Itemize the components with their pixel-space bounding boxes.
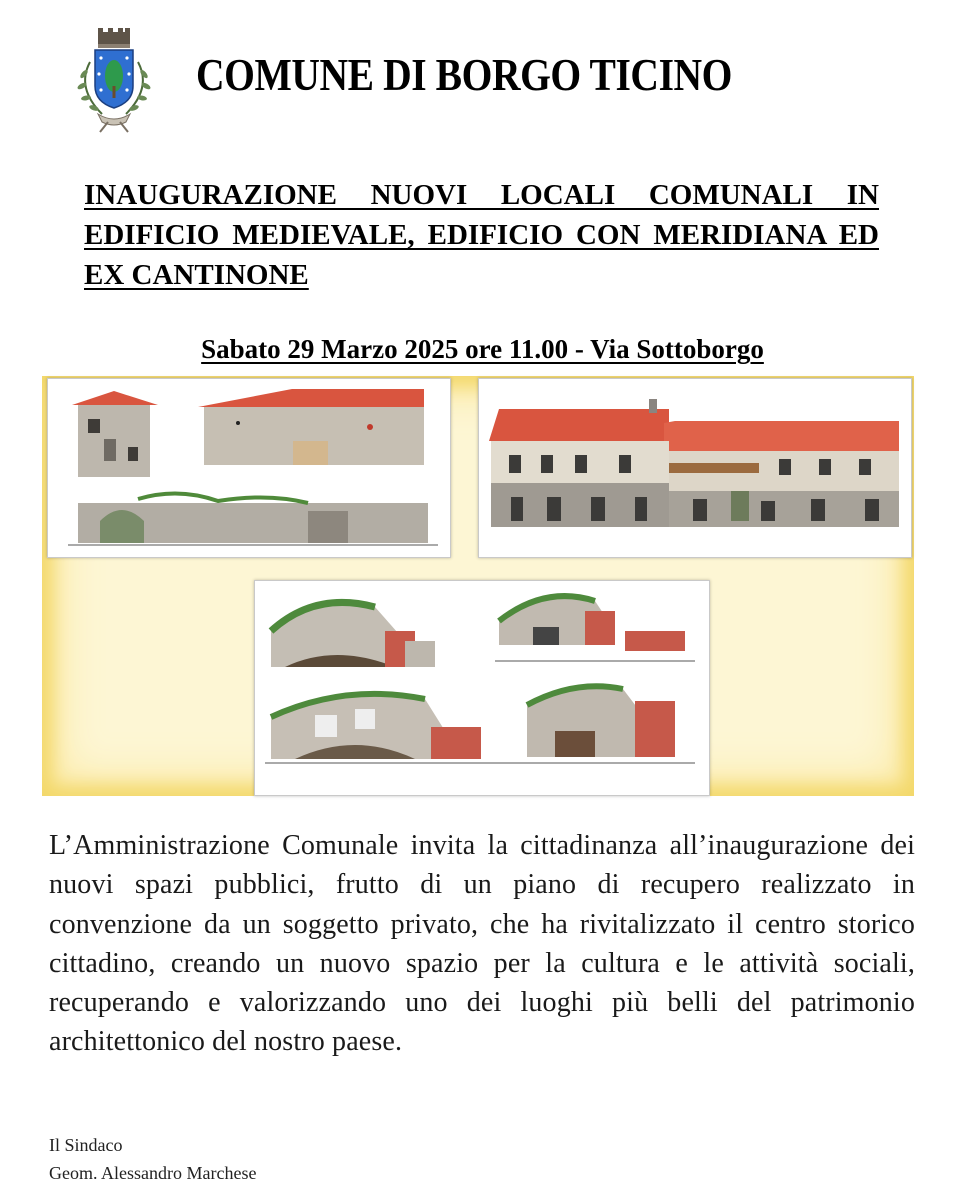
signature-role: Il Sindaco (49, 1135, 123, 1155)
event-date-location: Sabato 29 Marzo 2025 ore 11.00 - Via Sottoborgo (201, 334, 764, 364)
signature-block (49, 1131, 256, 1187)
invitation-paragraph: L’Amministrazione Comunale invita la cittadinanza all’inaugurazione dei nuovi spazi pubblici, frutto di un piano di recupero realizzato in convenzione da un soggetto privato, che ha rivitalizzato il centro storico cittadino, creando un nuovo spazio per la cultura e le attività sociali, recuperando e valorizzando uno dei luoghi più belli del patrimonio architettonico del nostro paese. (49, 830, 915, 1058)
medieval-building-elevation-drawing (47, 378, 451, 558)
sundial-building-elevation-drawing (478, 378, 912, 558)
municipality-title: COMUNE DI BORGO TICINO (196, 49, 733, 100)
architectural-drawings-panel (42, 376, 914, 796)
municipal-crest-icon (68, 28, 160, 134)
signature-name: Geom. Alessandro Marchese (49, 1163, 257, 1183)
event-title: INAUGURAZIONE NUOVI LOCALI COMUNALI IN EDIFICIO MEDIEVALE, EDIFICIO CON MERIDIANA ED EX CANTINONE (84, 179, 879, 291)
ex-cantinone-sections-drawing (254, 580, 710, 796)
